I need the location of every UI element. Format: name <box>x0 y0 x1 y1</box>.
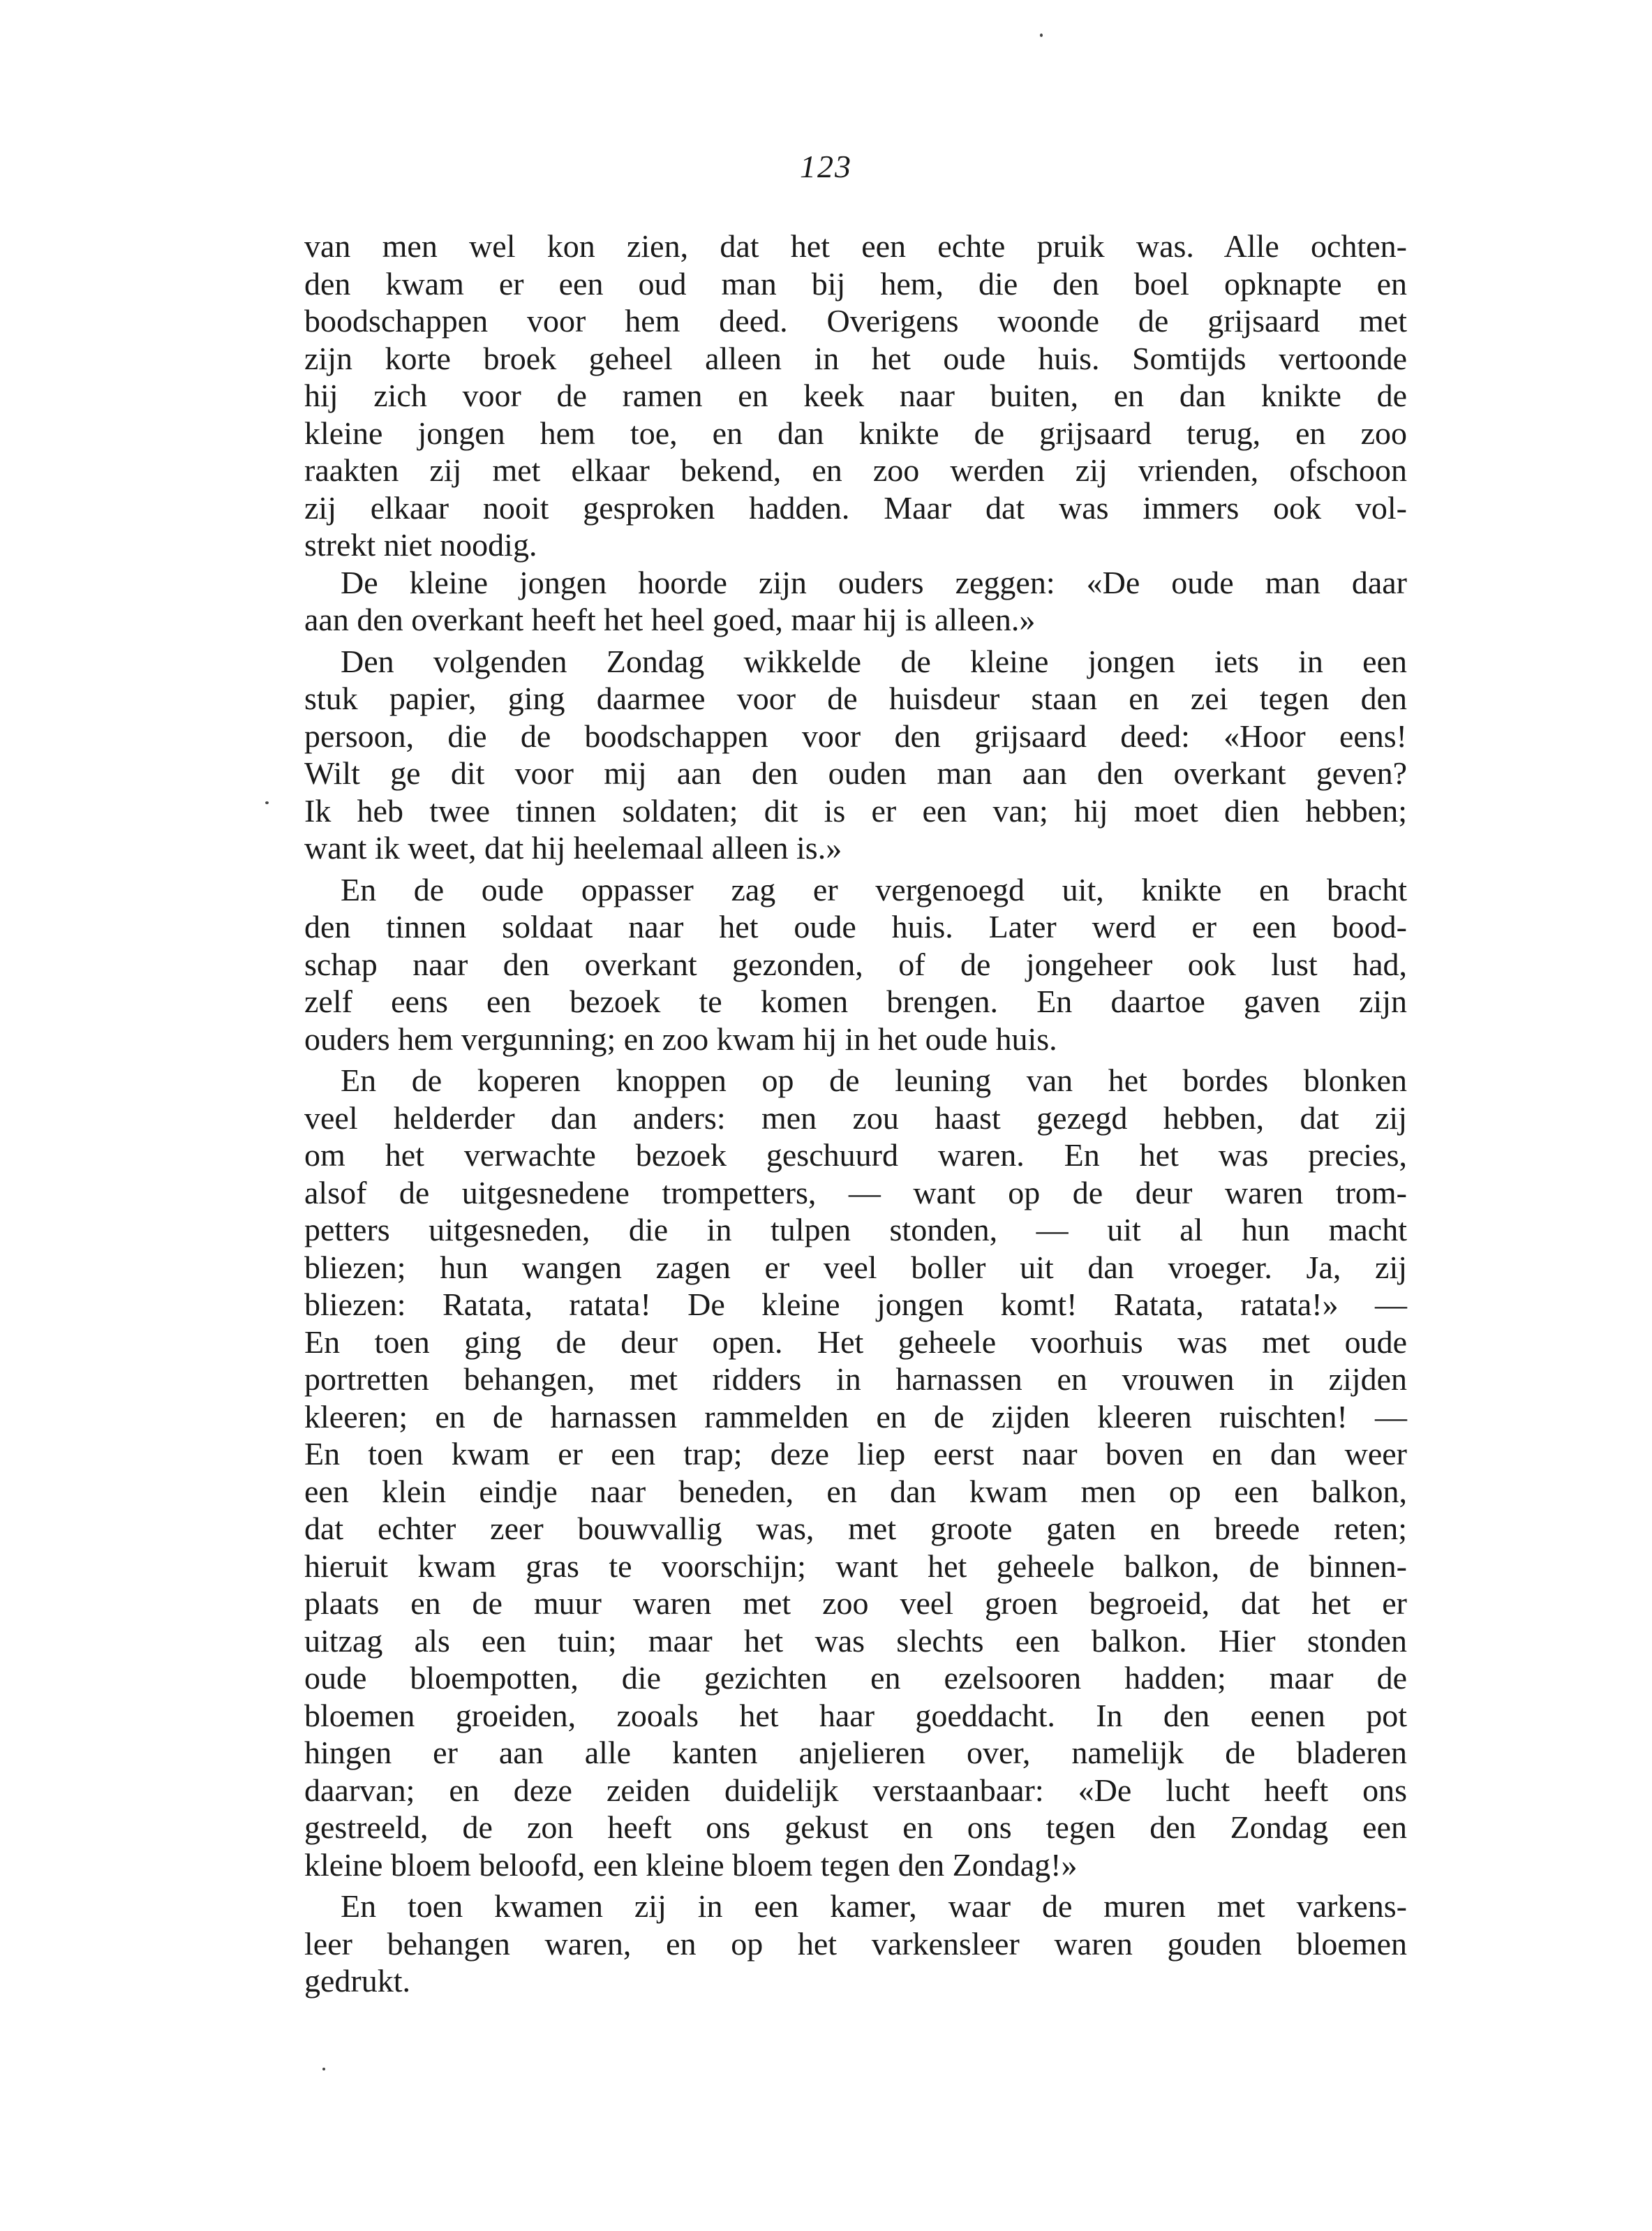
paragraph <box>304 564 1407 639</box>
text-line: daarvan; en deze zeiden duidelijk verstaanbaar: «De lucht heeft ons <box>304 1772 1407 1808</box>
text-line: stuk papier, ging daarmee voor de huisdeur staan en zei tegen den <box>304 681 1407 716</box>
text-line: zelf eens een bezoek te komen brengen. En daartoe gaven zijn <box>304 984 1407 1019</box>
text-line: den kwam er een oud man bij hem, die den boel opknapte en <box>304 265 1407 302</box>
text-line: dat echter zeer bouwvallig was, met groote gaten en breede reten; <box>304 1511 1407 1546</box>
text-line: En toen ging de deur open. Het geheele voorhuis was met oude <box>304 1324 1407 1360</box>
page-number: 123 <box>800 149 852 184</box>
text-line: bliezen: Ratata, ratata! De kleine jongen komt! Ratata, ratata!» — <box>304 1287 1407 1322</box>
scan-speck <box>265 801 269 804</box>
paragraph <box>304 1888 1407 2000</box>
text-line: ouders hem vergunning; en zoo kwam hij in het oude huis. <box>304 1021 1057 1057</box>
text-line: gedrukt. <box>304 1963 411 1999</box>
text-line: hij zich voor de ramen en keek naar buiten, en dan knikte de <box>304 378 1407 413</box>
text-line: kleine jongen hem toe, en dan knikte de grijsaard terug, en zoo <box>304 415 1407 451</box>
text-line: een klein eindje naar beneden, en dan kwam men op een balkon, <box>304 1473 1407 1509</box>
text-line: plaats en de muur waren met zoo veel groen begroeid, dat het er <box>304 1585 1407 1621</box>
text-line: persoon, die de boodschappen voor den grijsaard deed: «Hoor eens! <box>304 718 1407 754</box>
scan-speck <box>322 2068 325 2070</box>
paragraph <box>304 643 1407 867</box>
text-line: En de koperen knoppen op de leuning van het bordes blonken <box>341 1062 1407 1098</box>
text-line: veel helderder dan anders: men zou haast gezegd hebben, dat zij <box>304 1099 1407 1136</box>
paragraph <box>304 1062 1407 1883</box>
text-line: alsof de uitgesnedene trompetters, — want op de deur waren trom- <box>304 1174 1407 1210</box>
text-line: En toen kwam er een trap; deze liep eerst naar boven en dan weer <box>304 1436 1407 1472</box>
text-line: En de oude oppasser zag er vergenoegd uit, knikte en bracht <box>341 871 1407 907</box>
text-line: want ik weet, dat hij heelemaal alleen is.» <box>304 830 842 866</box>
text-line: portretten behangen, met ridders in harnassen en vrouwen in zijden <box>304 1361 1407 1397</box>
text-line: den tinnen soldaat naar het oude huis. Later werd er een bood- <box>304 909 1407 944</box>
text-line: strekt niet noodig. <box>304 527 537 563</box>
text-line: uitzag als een tuin; maar het was slechts een balkon. Hier stonden <box>304 1622 1407 1659</box>
body-text <box>304 228 1407 2000</box>
text-line: Wilt ge dit voor mij aan den ouden man aan den overkant geven? <box>304 755 1407 791</box>
text-line: kleeren; en de harnassen rammelden en de zijden kleeren ruischten! — <box>304 1398 1407 1435</box>
text-line: van men wel kon zien, dat het een echte pruik was. Alle ochten- <box>304 228 1407 264</box>
scan-speck <box>1040 34 1043 37</box>
text-line: Ik heb twee tinnen soldaten; dit is er een van; hij moet dien hebben; <box>304 792 1407 829</box>
text-line: gestreeld, de zon heeft ons gekust en ons tegen den Zondag een <box>304 1809 1407 1845</box>
text-line: raakten zij met elkaar bekend, en zoo werden zij vrienden, ofschoon <box>304 452 1407 488</box>
text-line: oude bloempotten, die gezichten en ezelsooren hadden; maar de <box>304 1660 1407 1696</box>
text-line: hieruit kwam gras te voorschijn; want het geheele balkon, de binnen- <box>304 1548 1407 1584</box>
text-line: leer behangen waren, en op het varkensleer waren gouden bloemen <box>304 1925 1407 1962</box>
text-line: En toen kwamen zij in een kamer, waar de muren met varkens- <box>341 1888 1407 1924</box>
text-line: zij elkaar nooit gesproken hadden. Maar dat was immers ook vol- <box>304 489 1407 526</box>
text-line: boodschappen voor hem deed. Overigens woonde de grijsaard met <box>304 303 1407 339</box>
paragraph <box>304 871 1407 1058</box>
text-line: petters uitgesneden, die in tulpen stonden, — uit al hun macht <box>304 1212 1407 1247</box>
text-line: bloemen groeiden, zooals het haar goeddacht. In den eenen pot <box>304 1697 1407 1733</box>
text-line: om het verwachte bezoek geschuurd waren. En het was precies, <box>304 1137 1407 1173</box>
text-line: Den volgenden Zondag wikkelde de kleine jongen iets in een <box>341 643 1407 679</box>
paragraph <box>304 228 1407 564</box>
text-line: schap naar den overkant gezonden, of de jongeheer ook lust had, <box>304 946 1407 982</box>
text-line: hingen er aan alle kanten anjelieren over, namelijk de bladeren <box>304 1735 1407 1770</box>
text-line: aan den overkant heeft het heel goed, maar hij is alleen.» <box>304 602 1036 637</box>
text-line: zijn korte broek geheel alleen in het oude huis. Somtijds vertoonde <box>304 340 1407 376</box>
text-line: bliezen; hun wangen zagen er veel boller uit dan vroeger. Ja, zij <box>304 1249 1407 1285</box>
text-line: De kleine jongen hoorde zijn ouders zeggen: «De oude man daar <box>341 564 1407 600</box>
text-line: kleine bloem beloofd, een kleine bloem tegen den Zondag!» <box>304 1846 1078 1883</box>
